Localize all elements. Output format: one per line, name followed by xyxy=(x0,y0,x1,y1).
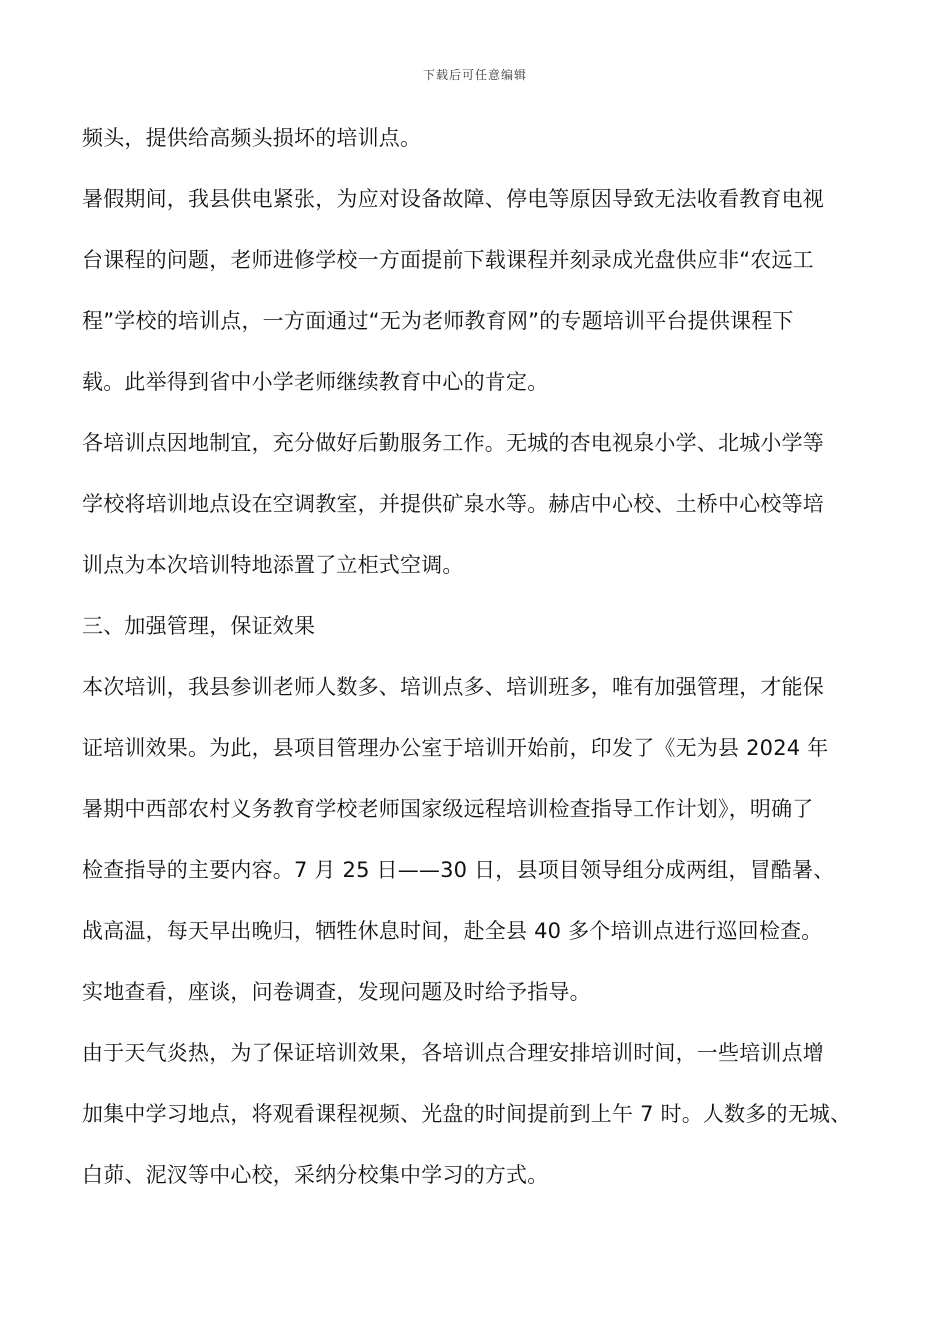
text-line: 各培训点因地制宜，充分做好后勤服务工作。无城的杏电视泉小学、北城小学等 xyxy=(82,431,824,455)
text-line: 检查指导的主要内容。7 月 25 日——30 日，县项目领导组分成两组，冒酷暑、 xyxy=(82,858,835,882)
text-line: 暑假期间，我县供电紧张，为应对设备故障、停电等原因导致无法收看教育电视 xyxy=(82,187,824,211)
text-line: 由于天气炎热，为了保证培训效果，各培训点合理安排培训时间，一些培训点增 xyxy=(82,1041,824,1065)
text-line: 证培训效果。为此，县项目管理办公室于培训开始前，印发了《无为县 2024 年 xyxy=(82,736,829,760)
text-line: 加集中学习地点，将观看课程视频、光盘的时间提前到上午 7 时。人数多的无城、 xyxy=(82,1102,852,1126)
text-line: 战高温，每天早出晚归，牺牲休息时间，赴全县 40 多个培训点进行巡回检查。 xyxy=(82,919,823,943)
text-line: 台课程的问题，老师进修学校一方面提前下载课程并刻录成光盘供应非“农远工 xyxy=(82,248,814,272)
text-line: 程”学校的培训点，一方面通过“无为老师教育网”的专题培训平台提供课程下 xyxy=(82,309,794,333)
text-line: 训点为本次培训特地添置了立柜式空调。 xyxy=(82,553,464,577)
section-heading: 三、加强管理，保证效果 xyxy=(82,614,316,638)
text-line: 学校将培训地点设在空调教室，并提供矿泉水等。赫店中心校、土桥中心校等培 xyxy=(82,492,824,516)
text-line: 实地查看，座谈，问卷调查，发现问题及时给予指导。 xyxy=(82,980,591,1004)
text-line: 本次培训，我县参训老师人数多、培训点多、培训班多，唯有加强管理，才能保 xyxy=(82,675,824,699)
text-line: 频头，提供给高频头损坏的培训点。 xyxy=(82,126,422,150)
text-line: 白茆、泥汊等中心校，采纳分校集中学习的方式。 xyxy=(82,1163,549,1187)
text-line: 暑期中西部农村义务教育学校老师国家级远程培训检查指导工作计划》，明确了 xyxy=(82,797,814,821)
document-body xyxy=(82,118,882,1216)
header-note: 下载后可任意编辑 xyxy=(422,68,527,82)
text-line: 载。此举得到省中小学老师继续教育中心的肯定。 xyxy=(82,370,549,394)
